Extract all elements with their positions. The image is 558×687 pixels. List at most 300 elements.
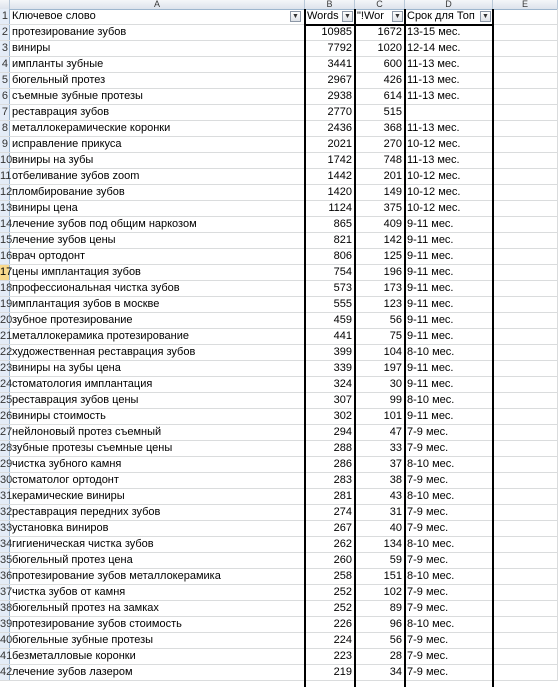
words-cell[interactable]: 2967 — [305, 73, 355, 88]
empty-cell[interactable] — [493, 25, 558, 40]
words-cell[interactable]: 1742 — [305, 153, 355, 168]
row-number[interactable]: 6 — [1, 90, 8, 102]
table-row — [0, 297, 558, 313]
table-row — [0, 201, 558, 217]
top-term-cell[interactable]: 8-10 мес. — [405, 457, 493, 472]
row-number[interactable]: 12 — [0, 186, 13, 198]
table-row — [0, 233, 558, 249]
keyword-cell[interactable]: металлокерамические коронки — [10, 121, 305, 136]
empty-cell[interactable] — [493, 457, 558, 472]
table-row — [0, 457, 558, 473]
exact-words-cell[interactable]: 38 — [355, 473, 405, 488]
exact-words-cell[interactable]: 197 — [355, 361, 405, 376]
top-term-cell[interactable]: 9-11 мес. — [405, 377, 493, 392]
table-row — [0, 281, 558, 297]
empty-cell[interactable] — [493, 9, 558, 24]
table-row — [0, 505, 558, 521]
empty-cell[interactable] — [493, 569, 558, 584]
table-row — [0, 521, 558, 537]
row-number[interactable]: 3 — [1, 42, 8, 54]
words-cell[interactable]: 274 — [305, 505, 355, 520]
keyword-cell[interactable]: виниры на зубы — [10, 153, 305, 168]
exact-words-cell[interactable]: 409 — [355, 217, 405, 232]
exact-words-cell[interactable]: 426 — [355, 73, 405, 88]
words-cell[interactable]: 1442 — [305, 169, 355, 184]
exact-words-cell[interactable]: 1672 — [355, 25, 405, 40]
table-row — [0, 105, 558, 121]
top-term-cell[interactable]: 8-10 мес. — [405, 617, 493, 632]
row-number[interactable]: 27 — [0, 426, 13, 438]
keyword-cell[interactable]: лечение зубов цены — [10, 233, 305, 248]
keyword-cell[interactable]: металлокерамика протезирование — [10, 329, 305, 344]
top-term-cell[interactable]: 9-11 мес. — [405, 249, 493, 264]
words-cell[interactable]: 806 — [305, 249, 355, 264]
row-number[interactable]: 18 — [0, 282, 13, 294]
words-cell[interactable]: 573 — [305, 281, 355, 296]
keyword-cell[interactable]: стоматолог ортодонт — [10, 473, 305, 488]
exact-words-cell[interactable]: 102 — [355, 585, 405, 600]
empty-cell[interactable] — [493, 537, 558, 552]
table-row — [0, 473, 558, 489]
table-row — [0, 601, 558, 617]
row-number[interactable]: 10 — [0, 154, 13, 166]
empty-cell[interactable] — [493, 601, 558, 616]
row-number[interactable]: 8 — [1, 122, 8, 134]
empty-cell[interactable] — [493, 649, 558, 664]
row-number[interactable]: 31 — [0, 490, 13, 502]
header-top-term[interactable]: Срок для Топ — [405, 9, 493, 24]
table-row — [0, 393, 558, 409]
exact-words-cell[interactable]: 134 — [355, 537, 405, 552]
keyword-cell[interactable]: лечение зубов под общим наркозом — [10, 217, 305, 232]
row-number[interactable]: 5 — [1, 74, 8, 86]
top-term-cell[interactable]: 8-10 мес. — [405, 489, 493, 504]
table-header-row — [0, 9, 558, 25]
words-cell[interactable]: 441 — [305, 329, 355, 344]
top-term-cell[interactable]: 7-9 мес. — [405, 665, 493, 680]
keyword-cell[interactable]: виниры — [10, 41, 305, 56]
empty-cell[interactable] — [493, 281, 558, 296]
exact-words-cell[interactable]: 33 — [355, 441, 405, 456]
empty-cell[interactable] — [493, 489, 558, 504]
keyword-cell[interactable]: стоматология имплантация — [10, 377, 305, 392]
empty-cell[interactable] — [493, 361, 558, 376]
exact-words-cell[interactable]: 104 — [355, 345, 405, 360]
keyword-cell[interactable]: врач ортодонт — [10, 249, 305, 264]
words-cell[interactable]: 224 — [305, 633, 355, 648]
keyword-cell[interactable]: пломбирование зубов — [10, 185, 305, 200]
exact-words-cell[interactable]: 99 — [355, 393, 405, 408]
header-words[interactable]: Words — [305, 9, 355, 24]
top-term-cell[interactable]: 9-11 мес. — [405, 409, 493, 424]
words-cell[interactable]: 2770 — [305, 105, 355, 120]
filter-dropdown-icon[interactable]: ▼ — [392, 11, 403, 22]
keyword-cell[interactable]: протезирование зубов металлокерамика — [10, 569, 305, 584]
keyword-cell[interactable]: профессиональная чистка зубов — [10, 281, 305, 296]
table-row — [0, 345, 558, 361]
keyword-cell[interactable]: бюгельный протез на замках — [10, 601, 305, 616]
empty-cell[interactable] — [493, 617, 558, 632]
top-term-cell[interactable]: 7-9 мес. — [405, 649, 493, 664]
empty-cell[interactable] — [493, 297, 558, 312]
row-number[interactable]: 38 — [0, 602, 13, 614]
exact-words-cell[interactable]: 600 — [355, 57, 405, 72]
row-number[interactable]: 20 — [0, 314, 13, 326]
exact-words-cell[interactable]: 30 — [355, 377, 405, 392]
words-cell[interactable]: 307 — [305, 393, 355, 408]
words-cell[interactable]: 3441 — [305, 57, 355, 72]
row-number[interactable]: 41 — [0, 650, 13, 662]
exact-words-cell[interactable]: 149 — [355, 185, 405, 200]
table-row — [0, 185, 558, 201]
words-cell[interactable]: 821 — [305, 233, 355, 248]
keyword-cell[interactable]: лечение зубов лазером — [10, 665, 305, 680]
empty-cell[interactable] — [493, 169, 558, 184]
top-term-cell[interactable]: 11-13 мес. — [405, 89, 493, 104]
keyword-cell[interactable]: импланты зубные — [10, 57, 305, 72]
keyword-cell[interactable]: виниры стоимость — [10, 409, 305, 424]
row-number[interactable]: 30 — [0, 474, 13, 486]
empty-cell[interactable] — [493, 105, 558, 120]
top-term-cell[interactable]: 9-11 мес. — [405, 281, 493, 296]
top-term-cell[interactable]: 9-11 мес. — [405, 329, 493, 344]
top-term-cell[interactable]: 7-9 мес. — [405, 425, 493, 440]
top-term-cell[interactable]: 7-9 мес. — [405, 441, 493, 456]
exact-words-cell[interactable]: 368 — [355, 121, 405, 136]
words-cell[interactable]: 754 — [305, 265, 355, 280]
table-row — [0, 169, 558, 185]
row-number[interactable]: 1 — [1, 10, 8, 22]
keyword-cell[interactable]: цены имплантация зубов — [10, 265, 305, 280]
table-row — [0, 425, 558, 441]
exact-words-cell[interactable]: 96 — [355, 617, 405, 632]
exact-words-cell[interactable]: 270 — [355, 137, 405, 152]
row-number[interactable]: 34 — [0, 538, 13, 550]
exact-words-cell[interactable]: 614 — [355, 89, 405, 104]
keyword-cell[interactable]: чистка зубов от камня — [10, 585, 305, 600]
empty-cell[interactable] — [493, 137, 558, 152]
table-row — [0, 89, 558, 105]
row-number[interactable]: 25 — [0, 394, 13, 406]
row-number[interactable]: 21 — [0, 330, 13, 342]
exact-words-cell[interactable]: 31 — [355, 505, 405, 520]
top-term-cell[interactable]: 7-9 мес. — [405, 633, 493, 648]
table-row — [0, 25, 558, 41]
exact-words-cell[interactable]: 375 — [355, 201, 405, 216]
keyword-cell[interactable]: реставрация зубов — [10, 105, 305, 120]
top-term-cell[interactable]: 7-9 мес. — [405, 521, 493, 536]
top-term-cell[interactable]: 10-12 мес. — [405, 185, 493, 200]
words-cell[interactable]: 2021 — [305, 137, 355, 152]
words-cell[interactable]: 286 — [305, 457, 355, 472]
words-cell[interactable]: 252 — [305, 601, 355, 616]
table-row — [0, 329, 558, 345]
exact-words-cell[interactable]: 89 — [355, 601, 405, 616]
exact-words-cell[interactable]: 40 — [355, 521, 405, 536]
keyword-cell[interactable]: протезирование зубов стоимость — [10, 617, 305, 632]
exact-words-cell[interactable]: 515 — [355, 105, 405, 120]
exact-words-cell[interactable]: 47 — [355, 425, 405, 440]
keyword-cell[interactable]: гигиеническая чистка зубов — [10, 537, 305, 552]
column-header-b[interactable]: B — [305, 0, 355, 9]
row-number[interactable]: 24 — [0, 378, 13, 390]
keyword-cell[interactable]: отбеливание зубов zoom — [10, 169, 305, 184]
words-cell[interactable]: 7792 — [305, 41, 355, 56]
empty-cell[interactable] — [493, 121, 558, 136]
empty-cell[interactable] — [493, 505, 558, 520]
row-number[interactable]: 36 — [0, 570, 13, 582]
top-term-cell[interactable]: 9-11 мес. — [405, 265, 493, 280]
empty-cell[interactable] — [493, 185, 558, 200]
exact-words-cell[interactable]: 196 — [355, 265, 405, 280]
words-cell[interactable]: 324 — [305, 377, 355, 392]
column-header-e[interactable]: E — [493, 0, 558, 9]
empty-cell[interactable] — [493, 265, 558, 280]
words-cell[interactable]: 288 — [305, 441, 355, 456]
top-term-cell[interactable]: 9-11 мес. — [405, 217, 493, 232]
words-cell[interactable]: 226 — [305, 617, 355, 632]
keyword-cell[interactable]: реставрация передних зубов — [10, 505, 305, 520]
top-term-cell[interactable]: 13-15 мес. — [405, 25, 493, 40]
header-keyword[interactable]: Ключевое слово — [10, 9, 305, 24]
exact-words-cell[interactable]: 34 — [355, 665, 405, 680]
empty-cell[interactable] — [493, 73, 558, 88]
top-term-cell[interactable]: 11-13 мес. — [405, 153, 493, 168]
exact-words-cell[interactable]: 201 — [355, 169, 405, 184]
exact-words-cell[interactable]: 59 — [355, 553, 405, 568]
top-term-cell[interactable]: 7-9 мес. — [405, 473, 493, 488]
exact-words-cell[interactable]: 173 — [355, 281, 405, 296]
table-row — [0, 249, 558, 265]
words-cell[interactable]: 262 — [305, 537, 355, 552]
table-row — [0, 585, 558, 601]
table-row — [0, 265, 558, 281]
words-cell[interactable]: 459 — [305, 313, 355, 328]
words-cell[interactable]: 2938 — [305, 89, 355, 104]
words-cell[interactable]: 10985 — [305, 25, 355, 40]
table-row — [0, 553, 558, 569]
keyword-cell[interactable]: нейлоновый протез съемный — [10, 425, 305, 440]
empty-cell[interactable] — [493, 57, 558, 72]
exact-words-cell[interactable]: 142 — [355, 233, 405, 248]
words-cell[interactable]: 258 — [305, 569, 355, 584]
words-cell[interactable]: 260 — [305, 553, 355, 568]
keyword-cell[interactable]: зубное протезирование — [10, 313, 305, 328]
row-number[interactable]: 22 — [0, 346, 13, 358]
top-term-cell[interactable]: 8-10 мес. — [405, 537, 493, 552]
row-number[interactable]: 40 — [0, 634, 13, 646]
exact-words-cell[interactable]: 56 — [355, 633, 405, 648]
empty-cell[interactable] — [493, 377, 558, 392]
exact-words-cell[interactable]: 75 — [355, 329, 405, 344]
words-cell[interactable]: 281 — [305, 489, 355, 504]
words-cell[interactable]: 865 — [305, 217, 355, 232]
table-row — [0, 41, 558, 57]
top-term-cell[interactable]: 7-9 мес. — [405, 553, 493, 568]
keyword-cell[interactable]: реставрация зубов цены — [10, 393, 305, 408]
words-cell[interactable]: 1420 — [305, 185, 355, 200]
row-number[interactable]: 2 — [1, 26, 8, 38]
exact-words-cell[interactable]: 56 — [355, 313, 405, 328]
top-term-cell[interactable] — [405, 105, 493, 120]
table-row — [0, 665, 558, 681]
top-term-cell[interactable]: 8-10 мес. — [405, 569, 493, 584]
top-term-cell[interactable]: 8-10 мес. — [405, 393, 493, 408]
top-term-cell[interactable]: 8-10 мес. — [405, 345, 493, 360]
exact-words-cell[interactable]: 151 — [355, 569, 405, 584]
top-term-cell[interactable]: 9-11 мес. — [405, 233, 493, 248]
top-term-cell[interactable]: 9-11 мес. — [405, 297, 493, 312]
words-cell[interactable]: 267 — [305, 521, 355, 536]
words-cell[interactable]: 1124 — [305, 201, 355, 216]
filter-dropdown-icon[interactable]: ▼ — [290, 11, 301, 22]
row-number[interactable]: 14 — [0, 218, 13, 230]
top-term-cell[interactable]: 11-13 мес. — [405, 57, 493, 72]
top-term-cell[interactable]: 10-12 мес. — [405, 137, 493, 152]
top-term-cell[interactable]: 10-12 мес. — [405, 169, 493, 184]
row-number[interactable]: 33 — [0, 522, 13, 534]
keyword-cell[interactable]: безметалловые коронки — [10, 649, 305, 664]
column-header-d[interactable]: D — [405, 0, 493, 9]
words-cell[interactable]: 294 — [305, 425, 355, 440]
table-row — [0, 313, 558, 329]
table-row — [0, 617, 558, 633]
empty-cell[interactable] — [493, 441, 558, 456]
exact-words-cell[interactable]: 748 — [355, 153, 405, 168]
keyword-cell[interactable]: бюгельные зубные протезы — [10, 633, 305, 648]
exact-words-cell[interactable]: 28 — [355, 649, 405, 664]
empty-cell[interactable] — [493, 41, 558, 56]
empty-cell[interactable] — [493, 313, 558, 328]
empty-cell[interactable] — [493, 665, 558, 680]
keyword-cell[interactable]: имплантация зубов в москве — [10, 297, 305, 312]
exact-words-cell[interactable]: 125 — [355, 249, 405, 264]
row-number[interactable]: 39 — [0, 618, 13, 630]
words-cell[interactable]: 399 — [305, 345, 355, 360]
empty-cell[interactable] — [493, 329, 558, 344]
empty-cell[interactable] — [493, 153, 558, 168]
select-all-corner[interactable] — [0, 0, 10, 9]
keyword-cell[interactable]: керамические виниры — [10, 489, 305, 504]
empty-cell[interactable] — [493, 553, 558, 568]
border-left-c — [354, 9, 356, 687]
top-term-cell[interactable]: 7-9 мес. — [405, 585, 493, 600]
words-cell[interactable]: 219 — [305, 665, 355, 680]
row-number[interactable]: 4 — [1, 58, 8, 70]
keyword-cell[interactable]: чистка зубного камня — [10, 457, 305, 472]
exact-words-cell[interactable]: 43 — [355, 489, 405, 504]
keyword-cell[interactable]: протезирование зубов — [10, 25, 305, 40]
table-row — [0, 409, 558, 425]
row-number[interactable]: 23 — [0, 362, 13, 374]
table-row — [0, 361, 558, 377]
table-row — [0, 489, 558, 505]
empty-cell[interactable] — [493, 409, 558, 424]
empty-cell[interactable] — [493, 393, 558, 408]
row-number[interactable]: 11 — [0, 170, 12, 182]
words-cell[interactable]: 302 — [305, 409, 355, 424]
border-right-d — [492, 9, 494, 687]
empty-cell[interactable] — [493, 233, 558, 248]
empty-cell[interactable] — [493, 345, 558, 360]
words-cell[interactable]: 2436 — [305, 121, 355, 136]
keyword-cell[interactable]: виниры цена — [10, 201, 305, 216]
exact-words-cell[interactable]: 123 — [355, 297, 405, 312]
empty-cell[interactable] — [493, 585, 558, 600]
row-number[interactable]: 35 — [0, 554, 13, 566]
empty-cell[interactable] — [493, 217, 558, 232]
row-number[interactable]: 32 — [0, 506, 13, 518]
keyword-cell[interactable]: бюгельный протез цена — [10, 553, 305, 568]
empty-cell[interactable] — [493, 473, 558, 488]
exact-words-cell[interactable]: 101 — [355, 409, 405, 424]
top-term-cell[interactable]: 11-13 мес. — [405, 73, 493, 88]
row-number[interactable]: 17 — [0, 266, 13, 278]
keyword-cell[interactable]: художественная реставрация зубов — [10, 345, 305, 360]
words-cell[interactable]: 555 — [305, 297, 355, 312]
row-number[interactable]: 9 — [1, 138, 8, 150]
empty-cell[interactable] — [493, 633, 558, 648]
top-term-cell[interactable]: 10-12 мес. — [405, 201, 493, 216]
top-term-cell[interactable]: 12-14 мес. — [405, 41, 493, 56]
column-header-c[interactable]: C — [355, 0, 405, 9]
row-number[interactable]: 7 — [1, 106, 8, 118]
keyword-cell[interactable]: съемные зубные протезы — [10, 89, 305, 104]
table-row — [0, 217, 558, 233]
row-number[interactable]: 13 — [0, 202, 13, 214]
row-number[interactable]: 37 — [0, 586, 13, 598]
table-row — [0, 153, 558, 169]
exact-words-cell[interactable]: 1020 — [355, 41, 405, 56]
table-row — [0, 121, 558, 137]
empty-cell[interactable] — [493, 89, 558, 104]
row-number[interactable]: 28 — [0, 442, 13, 454]
filter-dropdown-icon[interactable]: ▼ — [342, 11, 353, 22]
row-number[interactable]: 26 — [0, 410, 13, 422]
top-term-cell[interactable]: 7-9 мес. — [405, 601, 493, 616]
table-row — [0, 441, 558, 457]
empty-cell[interactable] — [493, 201, 558, 216]
row-number[interactable]: 29 — [0, 458, 13, 470]
keyword-cell[interactable]: зубные протезы съемные цены — [10, 441, 305, 456]
keyword-cell[interactable]: бюгельный протез — [10, 73, 305, 88]
words-cell[interactable]: 252 — [305, 585, 355, 600]
column-header-a[interactable]: A — [10, 0, 305, 9]
header-exact-words[interactable]: "!Wor — [355, 9, 405, 24]
top-term-cell[interactable]: 7-9 мес. — [405, 505, 493, 520]
top-term-cell[interactable]: 11-13 мес. — [405, 121, 493, 136]
top-term-cell[interactable]: 9-11 мес. — [405, 361, 493, 376]
empty-cell[interactable] — [493, 425, 558, 440]
empty-cell[interactable] — [493, 249, 558, 264]
keyword-cell[interactable]: установка виниров — [10, 521, 305, 536]
exact-words-cell[interactable]: 37 — [355, 457, 405, 472]
table-row — [0, 649, 558, 665]
keyword-cell[interactable]: виниры на зубы цена — [10, 361, 305, 376]
filter-dropdown-icon[interactable]: ▼ — [480, 11, 491, 22]
top-term-cell[interactable]: 9-11 мес. — [405, 313, 493, 328]
row-number[interactable]: 42 — [0, 666, 13, 678]
table-row — [0, 569, 558, 585]
row-number[interactable]: 16 — [0, 250, 13, 262]
words-cell[interactable]: 283 — [305, 473, 355, 488]
words-cell[interactable]: 223 — [305, 649, 355, 664]
row-number[interactable]: 15 — [0, 234, 13, 246]
words-cell[interactable]: 339 — [305, 361, 355, 376]
keyword-cell[interactable]: исправление прикуса — [10, 137, 305, 152]
row-number[interactable]: 19 — [0, 298, 13, 310]
empty-cell[interactable] — [493, 521, 558, 536]
